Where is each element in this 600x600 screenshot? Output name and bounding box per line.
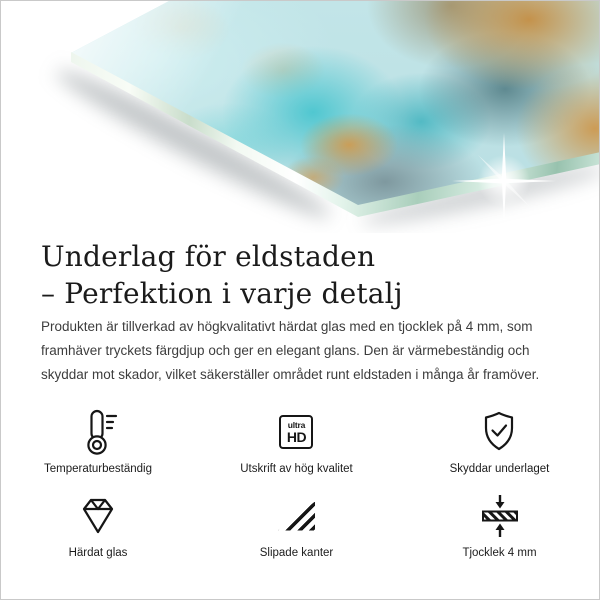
page-title-line2: – Perfektion i varje detalj [41,277,403,310]
diamond-icon [74,492,122,540]
feature-label: Tjocklek 4 mm [462,547,537,559]
ultra-hd-icon-text-bottom: HD [286,428,307,445]
feature-label: Temperaturbeständig [43,463,153,475]
feature-protects-surface [450,408,550,475]
thermometer-icon [74,408,122,456]
feature-label: Skyddar underlaget [449,463,550,475]
product-photo [1,1,600,233]
feature-tempered-glass [69,492,128,559]
feature-temperature [44,408,152,475]
feature-polished-edges [260,492,334,559]
ultra-hd-icon-text-top: ultra [287,419,306,430]
feature-label: Slipade kanter [259,547,334,559]
ultra-hd-icon [279,408,313,456]
page-title-line1: Underlag för eldstaden [41,240,376,273]
feature-label: Utskrift av hög kvalitet [240,463,353,475]
feature-print-quality [240,408,352,475]
beveled-edge-icon [278,492,315,540]
feature-grid [1,408,599,559]
feature-thickness [462,492,536,559]
product-description: Produkten är tillverkad av högkvalitativt härdat glas med en tjocklek på 4 mm, som framhäver tryckets färgdjup och ger en elegant glans. Den är värmebeständig och skyddar mot skador, vilket säkerställer området runt eldstaden i många år framöver. [41,319,540,382]
shield-check-icon [475,408,523,456]
page-title [41,238,559,312]
thickness-4mm-icon [476,492,524,540]
feature-label: Härdat glas [68,547,128,559]
content-block [1,238,599,559]
